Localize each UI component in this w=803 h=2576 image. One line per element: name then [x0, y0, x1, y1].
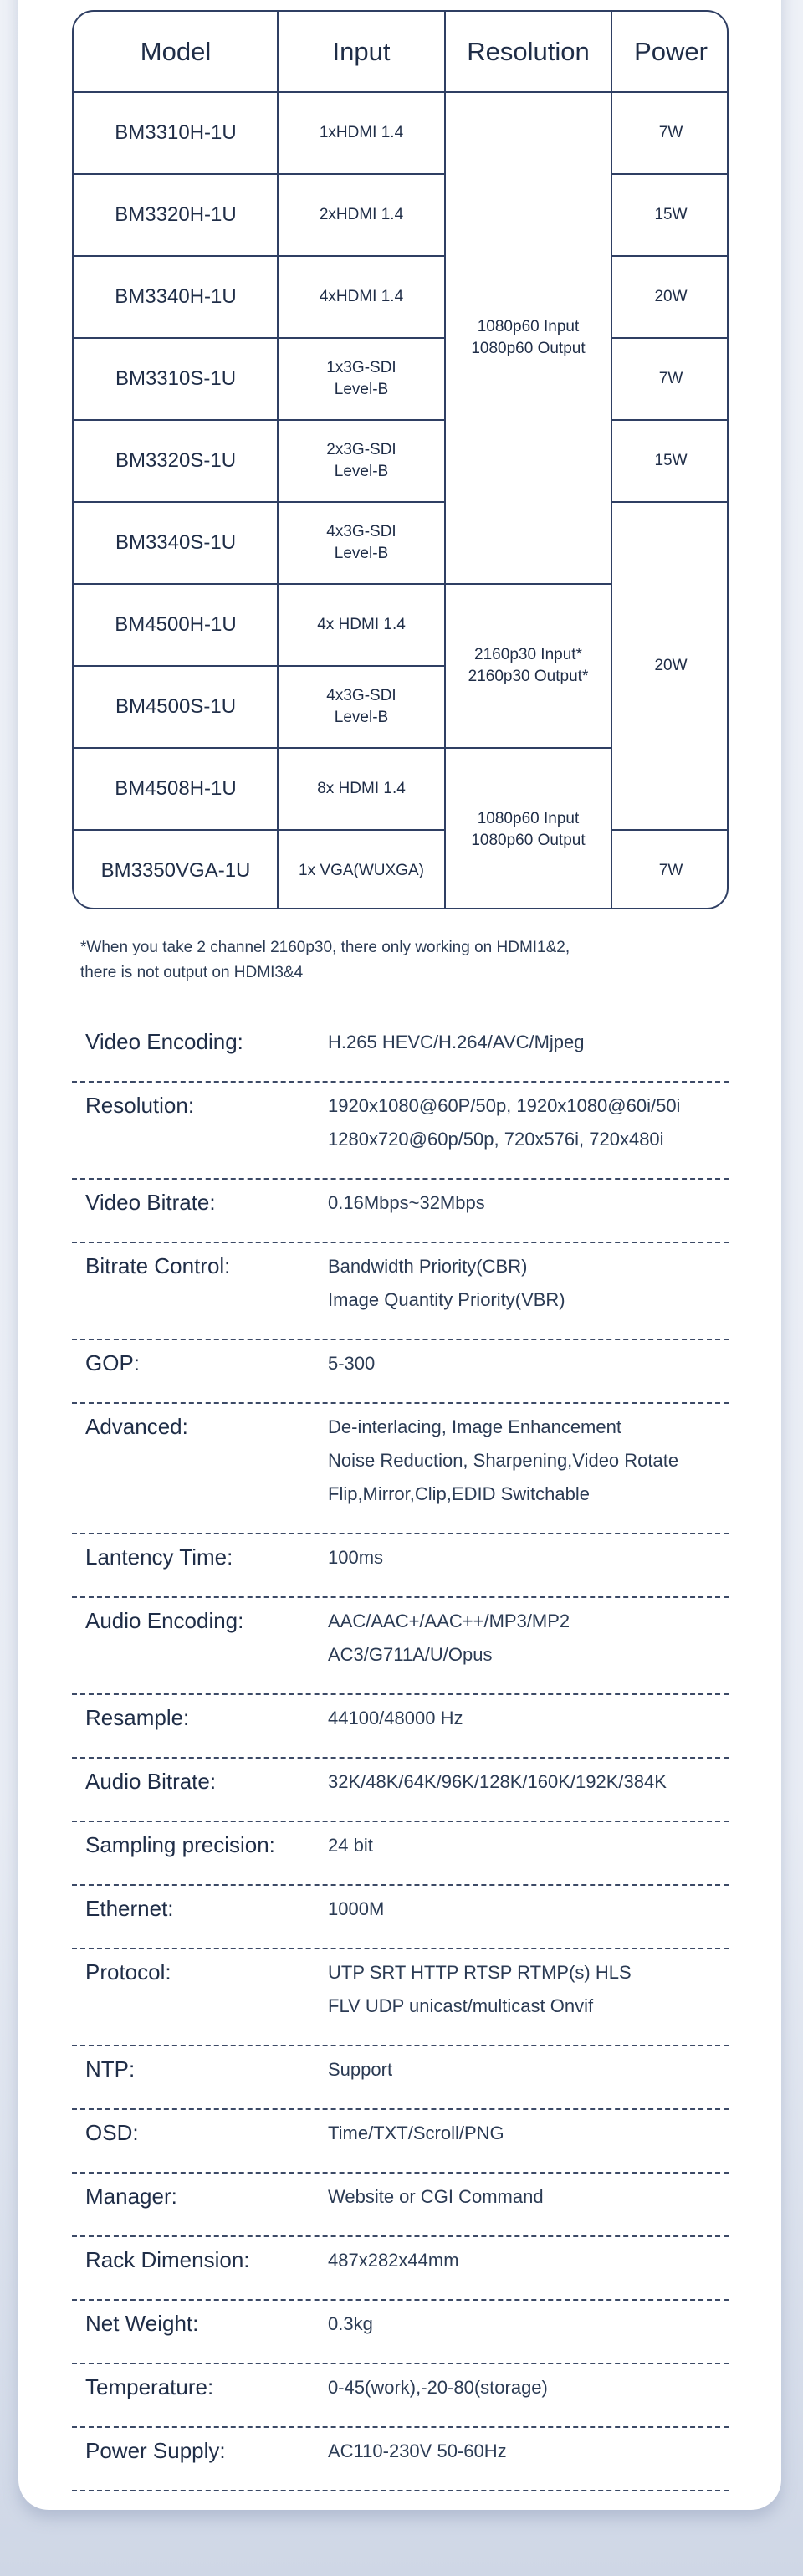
divider — [72, 2490, 729, 2491]
spec-row — [72, 2301, 729, 2363]
spec-label: Lantency Time: — [85, 1544, 233, 1570]
spec-label: Manager: — [85, 2184, 177, 2209]
spec-row — [72, 1404, 729, 1533]
power-cell: 7W — [658, 124, 683, 141]
spec-label: Rack Dimension: — [85, 2247, 250, 2272]
spec-label: OSD: — [85, 2120, 139, 2145]
spec-value: AAC/AAC+/AAC++/MP3/MP2 AC3/G711A/U/Opus — [328, 1611, 570, 1665]
spec-value: 1920x1080@60P/50p, 1920x1080@60i/50i 1280x720@60p/50p, 720x576i, 720x480i — [328, 1095, 681, 1150]
power-cell: 20W — [654, 657, 688, 674]
spec-row — [72, 2428, 729, 2490]
resolution-group-cell: 2160p30 Input* 2160p30 Output* — [468, 646, 589, 685]
spec-label: Sampling precision: — [85, 1832, 275, 1857]
spec-label: Video Bitrate: — [85, 1190, 216, 1215]
spec-value: Time/TXT/Scroll/PNG — [328, 2123, 504, 2143]
model-cell: BM3310H-1U — [115, 121, 237, 144]
spec-value: 0.16Mbps~32Mbps — [328, 1192, 485, 1213]
spec-label: Bitrate Control: — [85, 1253, 231, 1278]
header-model: Model — [140, 37, 212, 66]
input-cell: 1x3G-SDI Level-B — [326, 359, 396, 398]
input-cell: 8x HDMI 1.4 — [317, 780, 406, 797]
spec-row — [72, 2174, 729, 2235]
model-cell: BM3340S-1U — [115, 531, 237, 554]
spec-row — [72, 1340, 729, 1402]
model-cell: BM4508H-1U — [115, 777, 237, 800]
spec-value: UTP SRT HTTP RTSP RTMP(s) HLS FLV UDP unicast/multicast Onvif — [328, 1962, 632, 2016]
model-cell: BM3340H-1U — [115, 285, 237, 308]
model-cell: BM3310S-1U — [115, 367, 237, 390]
spec-label: Audio Bitrate: — [85, 1769, 217, 1794]
spec-value: 0.3kg — [328, 2313, 373, 2334]
spec-value: De-interlacing, Image Enhancement Noise Reduction, Sharpening,Video Rotate Flip,Mirror,Clip,EDID Switchable — [328, 1416, 679, 1504]
power-cell: 7W — [658, 370, 683, 387]
spec-row — [72, 2237, 729, 2299]
resolution-group-cell: 1080p60 Input 1080p60 Output — [471, 318, 586, 357]
spec-value: 5-300 — [328, 1353, 376, 1374]
spec-row — [72, 1886, 729, 1948]
power-cell: 20W — [654, 288, 688, 305]
header-input: Input — [332, 37, 391, 66]
input-cell: 2x3G-SDI Level-B — [326, 441, 396, 480]
input-cell: 4x3G-SDI Level-B — [326, 523, 396, 562]
spec-label: GOP: — [85, 1350, 141, 1375]
spec-row — [72, 1180, 729, 1242]
power-cell: 7W — [658, 862, 683, 879]
spec-value: 24 bit — [328, 1835, 373, 1856]
spec-row — [72, 1083, 729, 1178]
spec-value: H.265 HEVC/H.264/AVC/Mjpeg — [328, 1032, 585, 1052]
spec-row — [72, 1822, 729, 1884]
spec-value: Support — [328, 2059, 393, 2080]
spec-row — [72, 1019, 729, 1081]
spec-row — [72, 1598, 729, 1693]
spec-label: Temperature: — [85, 2374, 214, 2399]
header-power: Power — [634, 37, 708, 66]
spec-row — [72, 1243, 729, 1339]
power-cell: 15W — [654, 206, 688, 223]
spec-label: Resample: — [85, 1705, 190, 1730]
input-cell: 1xHDMI 1.4 — [319, 124, 404, 141]
spec-row — [72, 1759, 729, 1821]
input-cell: 4x HDMI 1.4 — [317, 616, 406, 633]
model-cell: BM3350VGA-1U — [100, 859, 251, 882]
spec-value: 32K/48K/64K/96K/128K/160K/192K/384K — [328, 1771, 667, 1792]
spec-row — [72, 2364, 729, 2426]
spec-value: 1000M — [328, 1898, 385, 1919]
spec-row — [72, 1534, 729, 1596]
model-comparison-table — [72, 10, 729, 909]
spec-value: 44100/48000 Hz — [328, 1708, 463, 1728]
input-cell: 2xHDMI 1.4 — [319, 206, 404, 223]
model-cell: BM4500H-1U — [115, 613, 237, 636]
spec-label: Advanced: — [85, 1414, 188, 1439]
input-cell: 1x VGA(WUXGA) — [299, 862, 424, 879]
spec-label: Net Weight: — [85, 2311, 199, 2336]
spec-row — [72, 2046, 729, 2108]
model-cell: BM4500S-1U — [115, 695, 237, 718]
spec-label: Power Supply: — [85, 2438, 226, 2463]
spec-row — [72, 1949, 729, 2045]
input-cell: 4x3G-SDI Level-B — [326, 687, 396, 726]
spec-label: Video Encoding: — [85, 1029, 243, 1054]
spec-value: Website or CGI Command — [328, 2186, 544, 2207]
model-cell: BM3320S-1U — [115, 449, 237, 472]
spec-label: Ethernet: — [85, 1896, 174, 1921]
spec-value: 487x282x44mm — [328, 2250, 459, 2271]
spec-row — [72, 1695, 729, 1757]
spec-label: Resolution: — [85, 1093, 195, 1118]
spec-value: 0-45(work),-20-80(storage) — [328, 2377, 548, 2398]
spec-value: 100ms — [328, 1547, 384, 1568]
spec-row — [72, 2110, 729, 2172]
resolution-group-cell: 1080p60 Input 1080p60 Output — [471, 810, 586, 849]
spec-label: Protocol: — [85, 1959, 171, 1984]
header-resolution: Resolution — [467, 37, 590, 66]
spec-label: NTP: — [85, 2056, 136, 2082]
footnote-2160p30: *When you take 2 channel 2160p30, there only working on HDMI1&2, there is not output on HDMI3&4 — [80, 939, 570, 981]
input-cell: 4xHDMI 1.4 — [319, 288, 404, 305]
spec-value: Bandwidth Priority(CBR) Image Quantity Priority(VBR) — [328, 1256, 565, 1310]
model-cell: BM3320H-1U — [115, 203, 237, 226]
spec-value: AC110-230V 50-60Hz — [328, 2440, 507, 2461]
power-cell: 15W — [654, 452, 688, 469]
spec-label: Audio Encoding: — [85, 1608, 244, 1633]
